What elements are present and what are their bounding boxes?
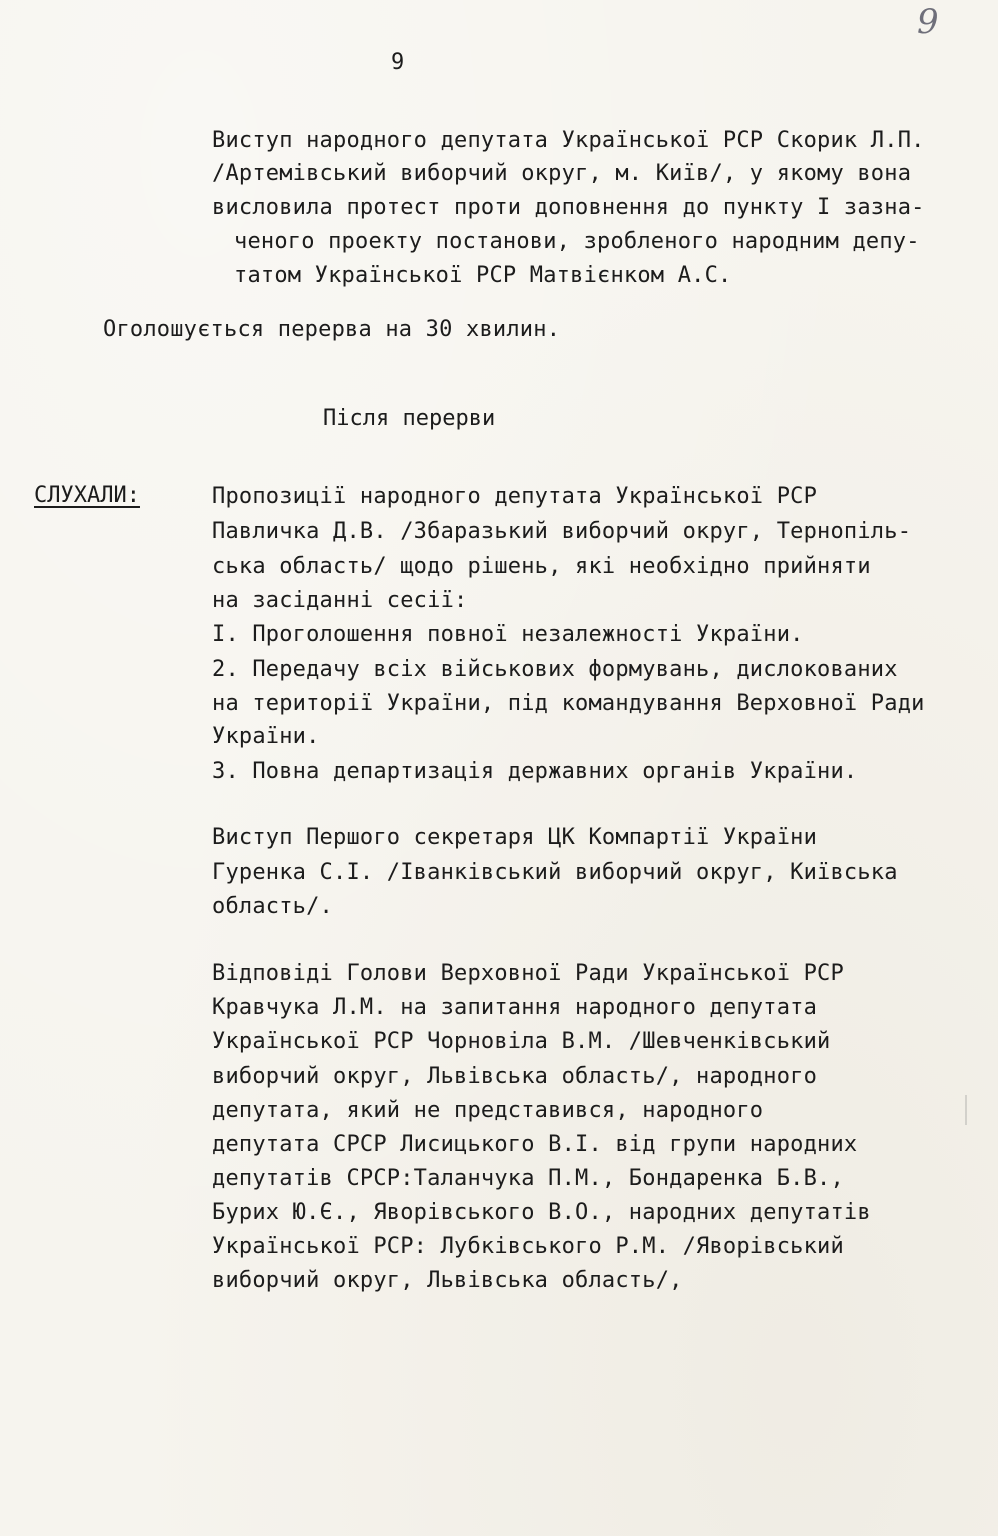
speech-line-1: Виступ Першого секретаря ЦК Компартії України <box>212 825 818 850</box>
paragraph1-line-2: /Артемівський виборчий округ, м. Київ/, у якому вона <box>212 161 912 186</box>
page-number: 9 <box>391 50 405 75</box>
section-heading: Після перерви <box>323 406 496 431</box>
proposals-line-2: Павличка Д.В. /Збаразький виборчий округ, Тернопіль- <box>212 519 912 544</box>
answers-line-3: Української РСР Чорновіла В.М. /Шевченківський <box>212 1029 831 1054</box>
proposals-line-4: на засіданні сесії: <box>212 588 468 613</box>
paragraph1-line-4: ченого проекту постанови, зробленого народним депу- <box>234 229 920 254</box>
paragraph1-line-3: висловила протест проти доповнення до пункту І зазна- <box>212 195 925 220</box>
answers-line-4: виборчий округ, Львівська область/, народного <box>212 1064 818 1089</box>
proposals-line-9: 3. Повна департизація державних органів України. <box>212 759 858 784</box>
proposals-line-6: 2. Передачу всіх військових формувань, дислокованих <box>212 657 898 682</box>
answers-line-7: депутатів СРСР:Таланчука П.М., Бондаренка Б.В., <box>212 1166 844 1191</box>
proposals-line-7: на території України, під командування Верховної Ради <box>212 691 925 716</box>
section-label: СЛУХАЛИ: <box>34 483 140 508</box>
answers-line-8: Бурих Ю.Є., Яворівського В.О., народних депутатів <box>212 1200 871 1225</box>
proposals-line-3: ська область/ щодо рішень, які необхідно прийняти <box>212 554 871 579</box>
answers-line-5: депутата, який не представився, народного <box>212 1098 764 1123</box>
proposals-line-5: І. Проголошення повної незалежності України. <box>212 622 804 647</box>
speech-line-3: область/. <box>212 894 334 919</box>
answers-line-9: Української РСР: Лубківського Р.М. /Яворівський <box>212 1234 844 1259</box>
proposals-line-8: України. <box>212 724 320 749</box>
answers-line-2: Кравчука Л.М. на запитання народного депутата <box>212 995 818 1020</box>
proposals-line-1: Пропозиції народного депутата Української РСР <box>212 484 818 509</box>
answers-line-1: Відповіді Голови Верховної Ради Української РСР <box>212 961 844 986</box>
paragraph1-line-1: Виступ народного депутата Української РСР Скорик Л.П. <box>212 128 925 153</box>
answers-line-10: виборчий округ, Львівська область/, <box>212 1268 683 1293</box>
handwritten-page-number: 9 <box>917 2 939 42</box>
break-announcement: Оголошується перерва на 30 хвилин. <box>103 317 561 342</box>
margin-mark <box>965 1095 967 1125</box>
paragraph1-line-5: татом Української РСР Матвієнком А.С. <box>234 263 732 288</box>
speech-line-2: Гуренка С.І. /Іванківський виборчий округ, Київська <box>212 860 898 885</box>
answers-line-6: депутата СРСР Лисицького В.І. від групи народних <box>212 1132 858 1157</box>
